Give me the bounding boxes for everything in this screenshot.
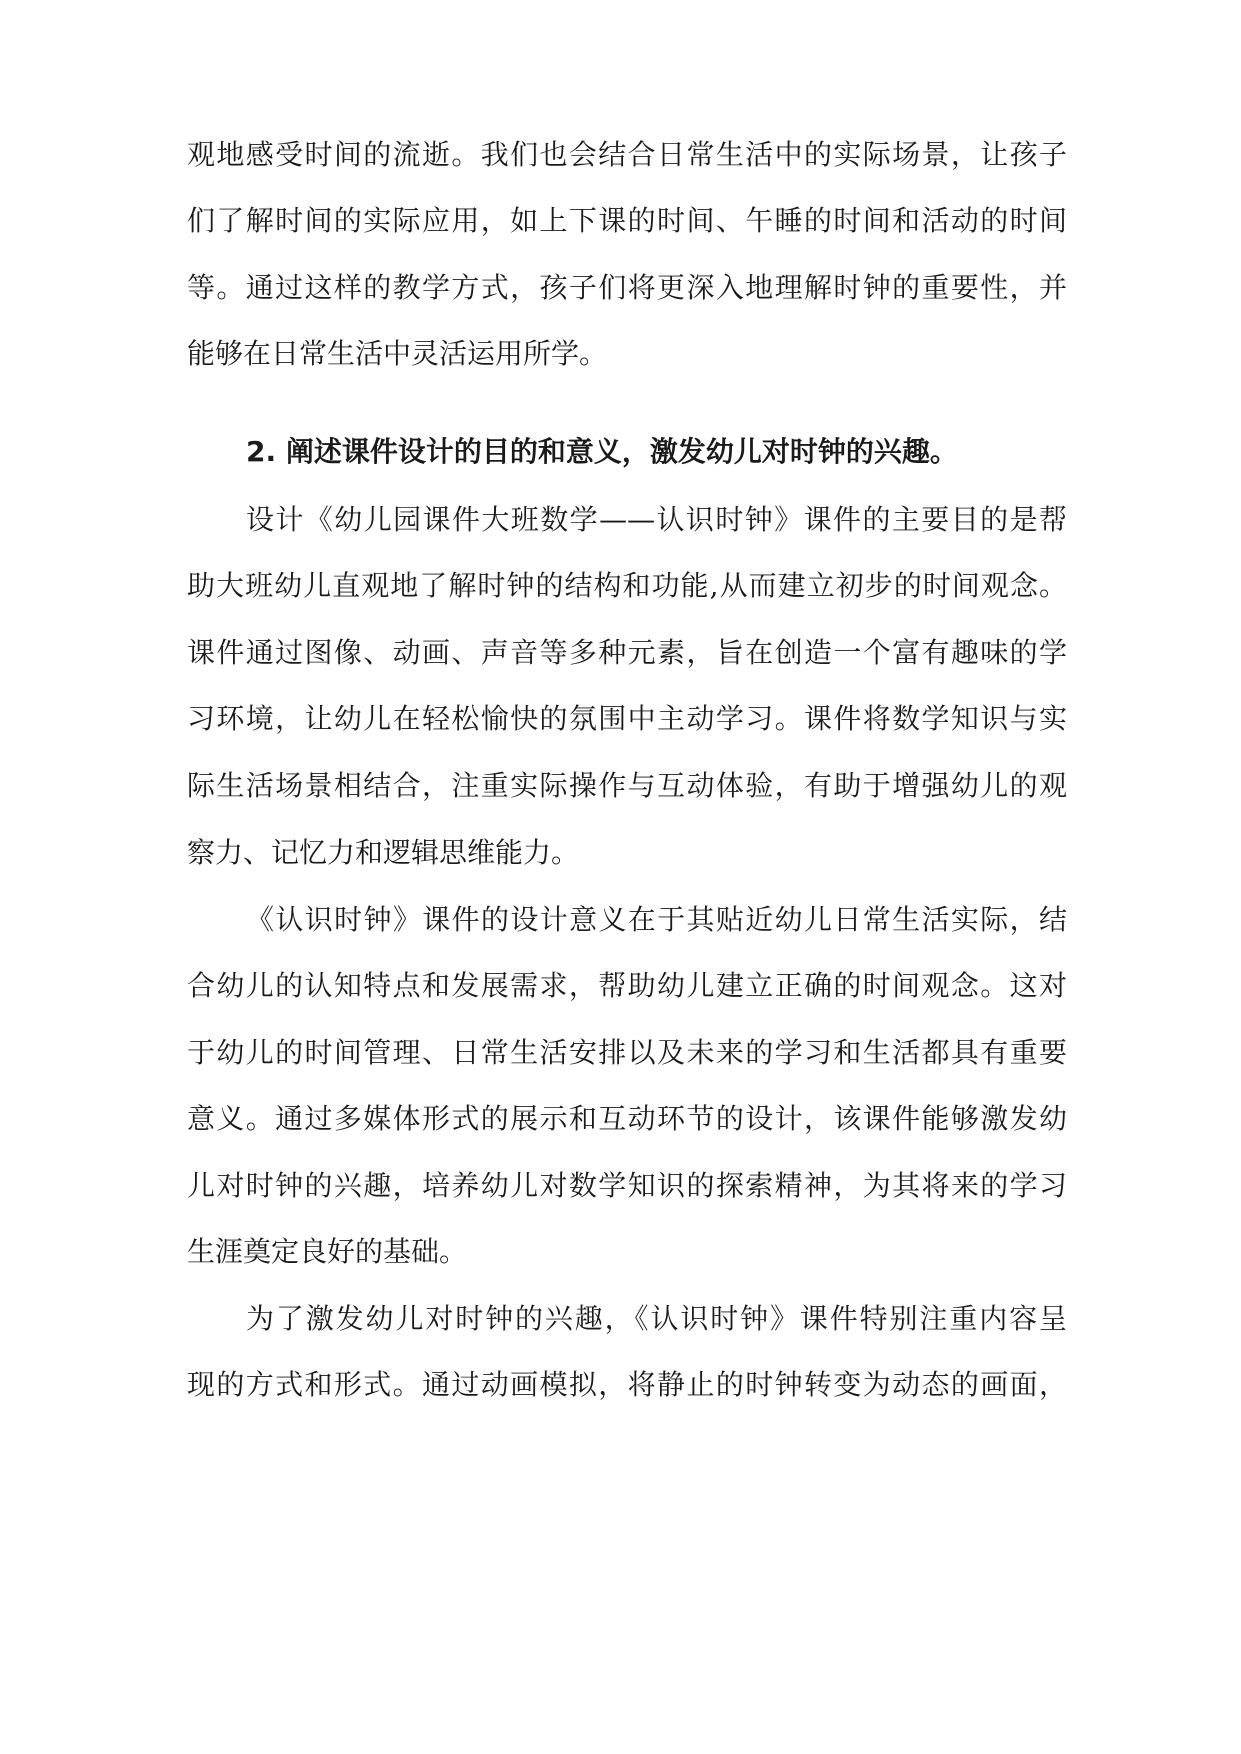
text-line: 助大班幼儿直观地了解时钟的结构和功能,从而建立初步的时间观念。 xyxy=(187,569,1067,602)
text-line: 儿对时钟的兴趣，培养幼儿对数学知识的探索精神，为其将来的学习 xyxy=(187,1169,1067,1202)
text-line: 等。通过这样的教学方式，孩子们将更深入地理解时钟的重要性，并 xyxy=(187,271,1067,304)
text-line: 们了解时间的实际应用，如上下课的时间、午睡的时间和活动的时间 xyxy=(187,204,1067,237)
text-line: 能够在日常生活中灵活运用所学。 xyxy=(187,337,608,370)
text-line: 于幼儿的时间管理、日常生活安排以及未来的学习和生活都具有重要 xyxy=(187,1036,1067,1069)
text-line: 习环境，让幼儿在轻松愉快的氛围中主动学习。课件将数学知识与实 xyxy=(187,702,1067,735)
text-line: 察力、记忆力和逻辑思维能力。 xyxy=(187,836,580,869)
text-line: 现的方式和形式。通过动画模拟，将静止的时钟转变为动态的画面， xyxy=(187,1368,1067,1401)
text-line: 设计《幼儿园课件大班数学——认识时钟》课件的主要目的是帮 xyxy=(246,503,1067,536)
text-line: 生涯奠定良好的基础。 xyxy=(187,1235,468,1268)
text-line: 课件通过图像、动画、声音等多种元素，旨在创造一个富有趣味的学 xyxy=(187,636,1067,669)
text-line: 际生活场景相结合，注重实际操作与互动体验，有助于增强幼儿的观 xyxy=(187,769,1067,802)
text-line: 观地感受时间的流逝。我们也会结合日常生活中的实际场景，让孩子 xyxy=(187,138,1067,171)
text-line: 意义。通过多媒体形式的展示和互动环节的设计，该课件能够激发幼 xyxy=(187,1102,1067,1135)
text-line: 为了激发幼儿对时钟的兴趣，《认识时钟》课件特别注重内容呈 xyxy=(246,1302,1067,1335)
text-line: 合幼儿的认知特点和发展需求，帮助幼儿建立正确的时间观念。这对 xyxy=(187,969,1067,1002)
text-line: 《认识时钟》课件的设计意义在于其贴近幼儿日常生活实际，结 xyxy=(246,903,1067,936)
section-heading: 2. 阐述课件设计的目的和意义，激发幼儿对时钟的兴趣。 xyxy=(246,435,958,468)
